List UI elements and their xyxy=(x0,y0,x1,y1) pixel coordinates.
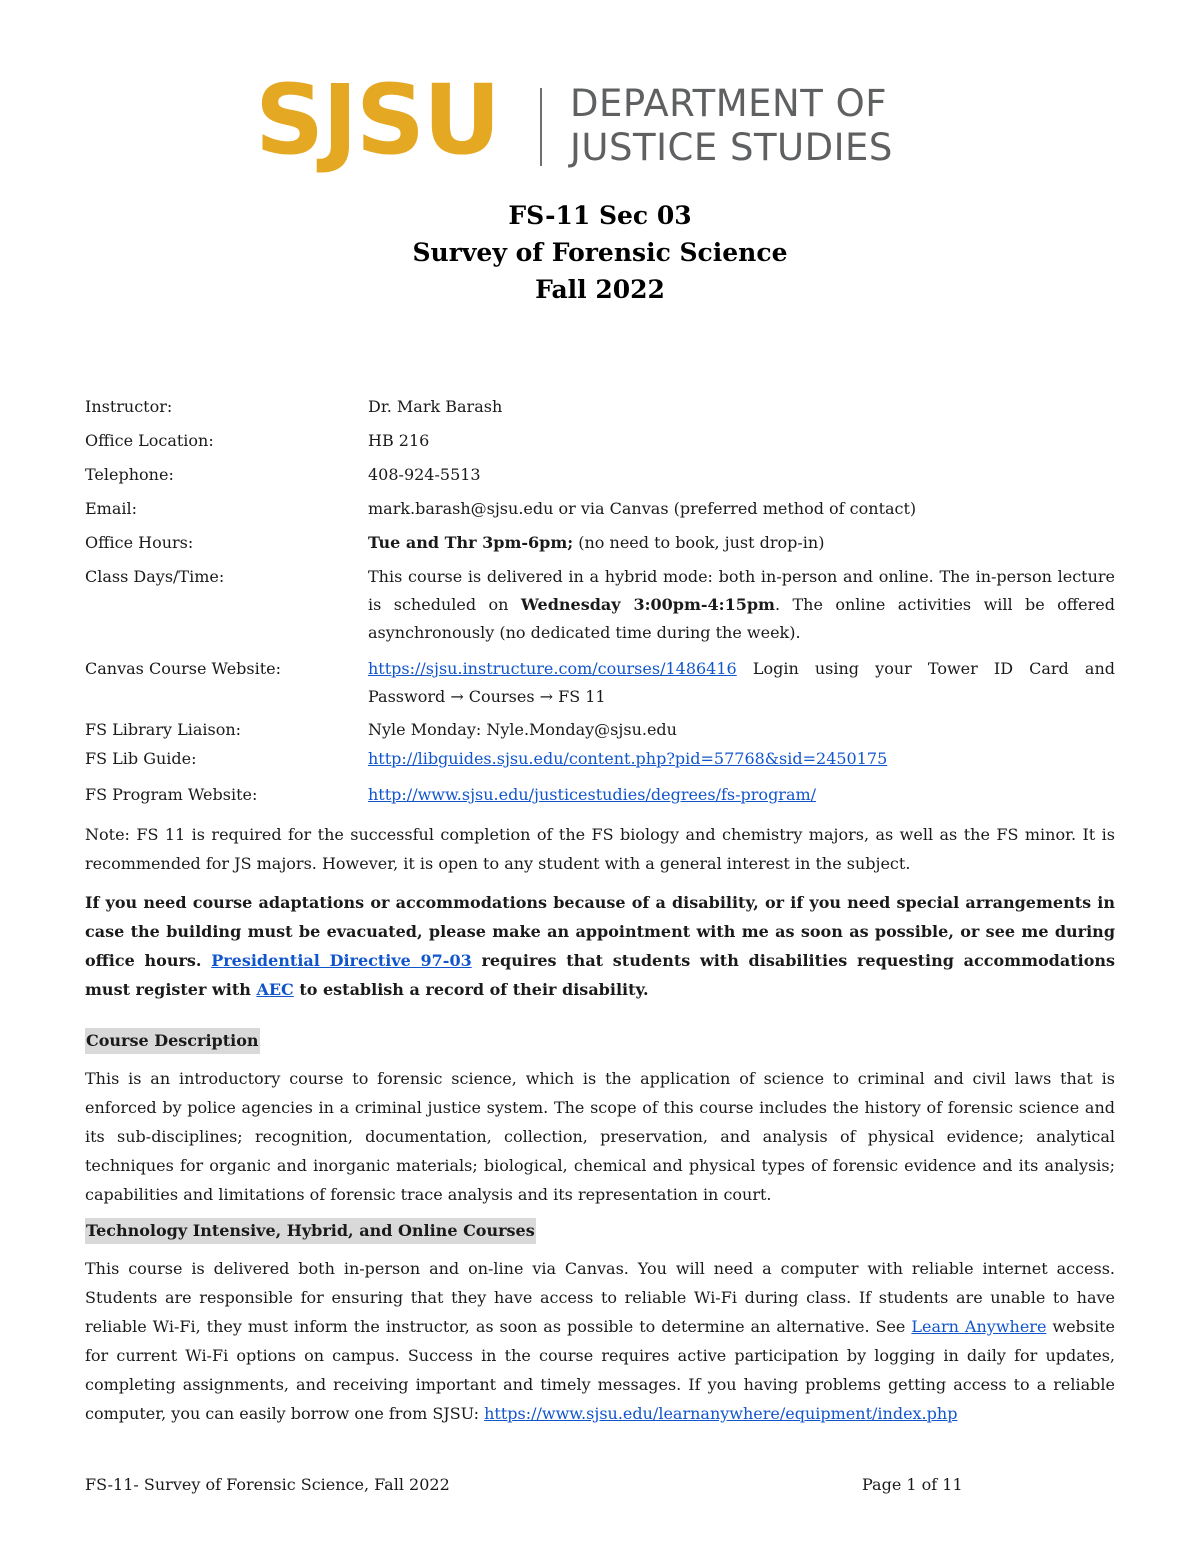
logo-divider xyxy=(540,88,542,166)
footer-course: FS-11- Survey of Forensic Science, Fall 2022 xyxy=(85,1475,450,1494)
course-code: FS-11 Sec 03 xyxy=(508,201,692,230)
sjsu-logo xyxy=(255,64,955,188)
course-description-body: This is an introductory course to forensic science, which is the application of science to criminal and civil laws that is enforced by police agencies in a criminal justice system. The scope of this course includes the history of forensic science and its sub-disciplines; recognition, documentation, collection, preservation, and analysis of physical evidence; analytical techniques for organic and inorganic materials; biological, chemical and physical types of forensic evidence and its analysis; capabilities and limitations of forensic trace analysis and its representation in court. xyxy=(85,1069,1115,1204)
learn-anywhere-link[interactable]: Learn Anywhere xyxy=(911,1317,1047,1336)
technology-body: This course is delivered both in-person and on-line via Canvas. You will need a computer with reliable internet access. Students are responsible for ensuring that they have access to reliable Wi-Fi during class. If students are unable to have reliable Wi-Fi, they must inform the instructor, as soon as possible to determine an alternative. See Learn Anywhere website for current Wi-Fi options on campus. Success in the course requires active participation by logging in daily for updates, completing assignments, and receiving important and timely messages. If you having problems getting access to a reliable computer, you can easily borrow one from SJSU: https://www.sjsu.edu/learnanywhere/equipment/index.php xyxy=(85,1259,1116,1423)
equipment-link[interactable]: https://www.sjsu.edu/learnanywhere/equipment/index.php xyxy=(484,1404,958,1423)
logo-department: DEPARTMENT OF JUSTICE STUDIES xyxy=(570,82,893,169)
course-description-heading: Course Description xyxy=(85,1028,260,1054)
syllabus-page: SJSU DEPARTMENT OF JUSTICE STUDIES FS-11 Sec 03 Survey of Forensic Science Fall 2022 Instructor: Dr. Mark Barash Office Location: HB 216 Telephone: 408-924-5513 Email: mark.barash@sjsu.edu or via Canvas (preferred method of contact) Office Hours: Tue and Thr 3pm-6pm; (no need to book, just drop-in) Class Days/Time: This course is delivered in a hybrid mode: both in-person and online. The in-person lecture is scheduled on Wednesday 3:00pm-4:15pm. The online activities will be offered asynchronously (no dedicated time during the week). Canvas Course Website: https://sjsu.instructure.com/courses/1486416 Login using your Tower ID Card and Password → Courses → FS 11 FS Library Liaison: Nyle Monday: Nyle.Monday@sjsu.edu FS Lib Guide: http://libguides.sjsu.edu/content.php?pid=57768&sid=2450175 FS Program Website: http://www.sjsu.edu/justicestudies/degrees/fs-program/ Note: FS 11 is required for the successful completion of the FS biology and chemistry majors, as well as the FS minor. It is recommended for JS majors. However, it is open to any student with a general interest in the subject. If you need course adaptations or accommodations because of a disability, or if you need special arrangements in case the building must be evacuated, please make an appointment with me as soon as possible, or see me during office hours. Presidential Directive 97-03 requires that students with disabilities requesting accommodations must register with AEC to establish a record of their disability. Course Description This is an introductory course to forensic science, which is the application of science to criminal and civil laws that is enforced by police agencies in a criminal justice system. The scope of this course includes the history of forensic science and its sub-disciplines; recognition, documentation, collection, preservation, and analysis of physical evidence; analytical techniques for organic and inorganic materials; biological, chemical and physical types of forensic evidence and its analysis; capabilities and limitations of forensic trace analysis and its representation in court. Technology Intensive, Hybrid, and Online Courses This course is delivered both in-person and on-line via Canvas. You will need a computer with reliable internet access. Students are responsible for ensuring that they have access to reliable Wi-Fi during class. If students are unable to have reliable Wi-Fi, they must inform the instructor, as soon as possible to determine an alternative. See Learn Anywhere website for current Wi-Fi options on campus. Success in the course requires active participation by logging in daily for updates, completing assignments, and receiving important and timely messages. If you having problems getting access to a reliable computer, you can easily borrow one from SJSU: https://www.sjsu.edu/learnanywhere/equipment/index.php FS-11- Survey of Forensic Science, Fall 2022 Page 1 of 11 xyxy=(0,0,1200,1553)
course-term: Fall 2022 xyxy=(535,275,665,304)
canvas-link[interactable]: https://sjsu.instructure.com/courses/1486416 xyxy=(368,659,737,678)
course-title xyxy=(0,197,1200,308)
logo-brand: SJSU xyxy=(255,64,499,176)
program-link[interactable]: http://www.sjsu.edu/justicestudies/degrees/fs-program/ xyxy=(368,785,817,804)
footer-page-number: Page 1 of 11 xyxy=(862,1475,963,1494)
course-name: Survey of Forensic Science xyxy=(412,238,788,267)
accommodation-paragraph: If you need course adaptations or accommodations because of a disability, or if you need special arrangements in case the building must be evacuated, please make an appointment with me as soon as possible, or see me during office hours. Presidential Directive 97-03 requires that students with disabilities requesting accommodations must register with AEC to establish a record of their disability. xyxy=(85,893,1116,999)
note-paragraph: Note: FS 11 is required for the successful completion of the FS biology and chemistry majors, as well as the FS minor. It is recommended for JS majors. However, it is open to any student with a general interest in the subject. xyxy=(85,825,1115,873)
lib-guide-link[interactable]: http://libguides.sjsu.edu/content.php?pid=57768&sid=2450175 xyxy=(368,749,888,768)
presidential-directive-link[interactable]: Presidential Directive 97-03 xyxy=(211,951,472,970)
aec-link[interactable]: AEC xyxy=(256,980,294,999)
technology-heading: Technology Intensive, Hybrid, and Online Courses xyxy=(85,1218,536,1244)
